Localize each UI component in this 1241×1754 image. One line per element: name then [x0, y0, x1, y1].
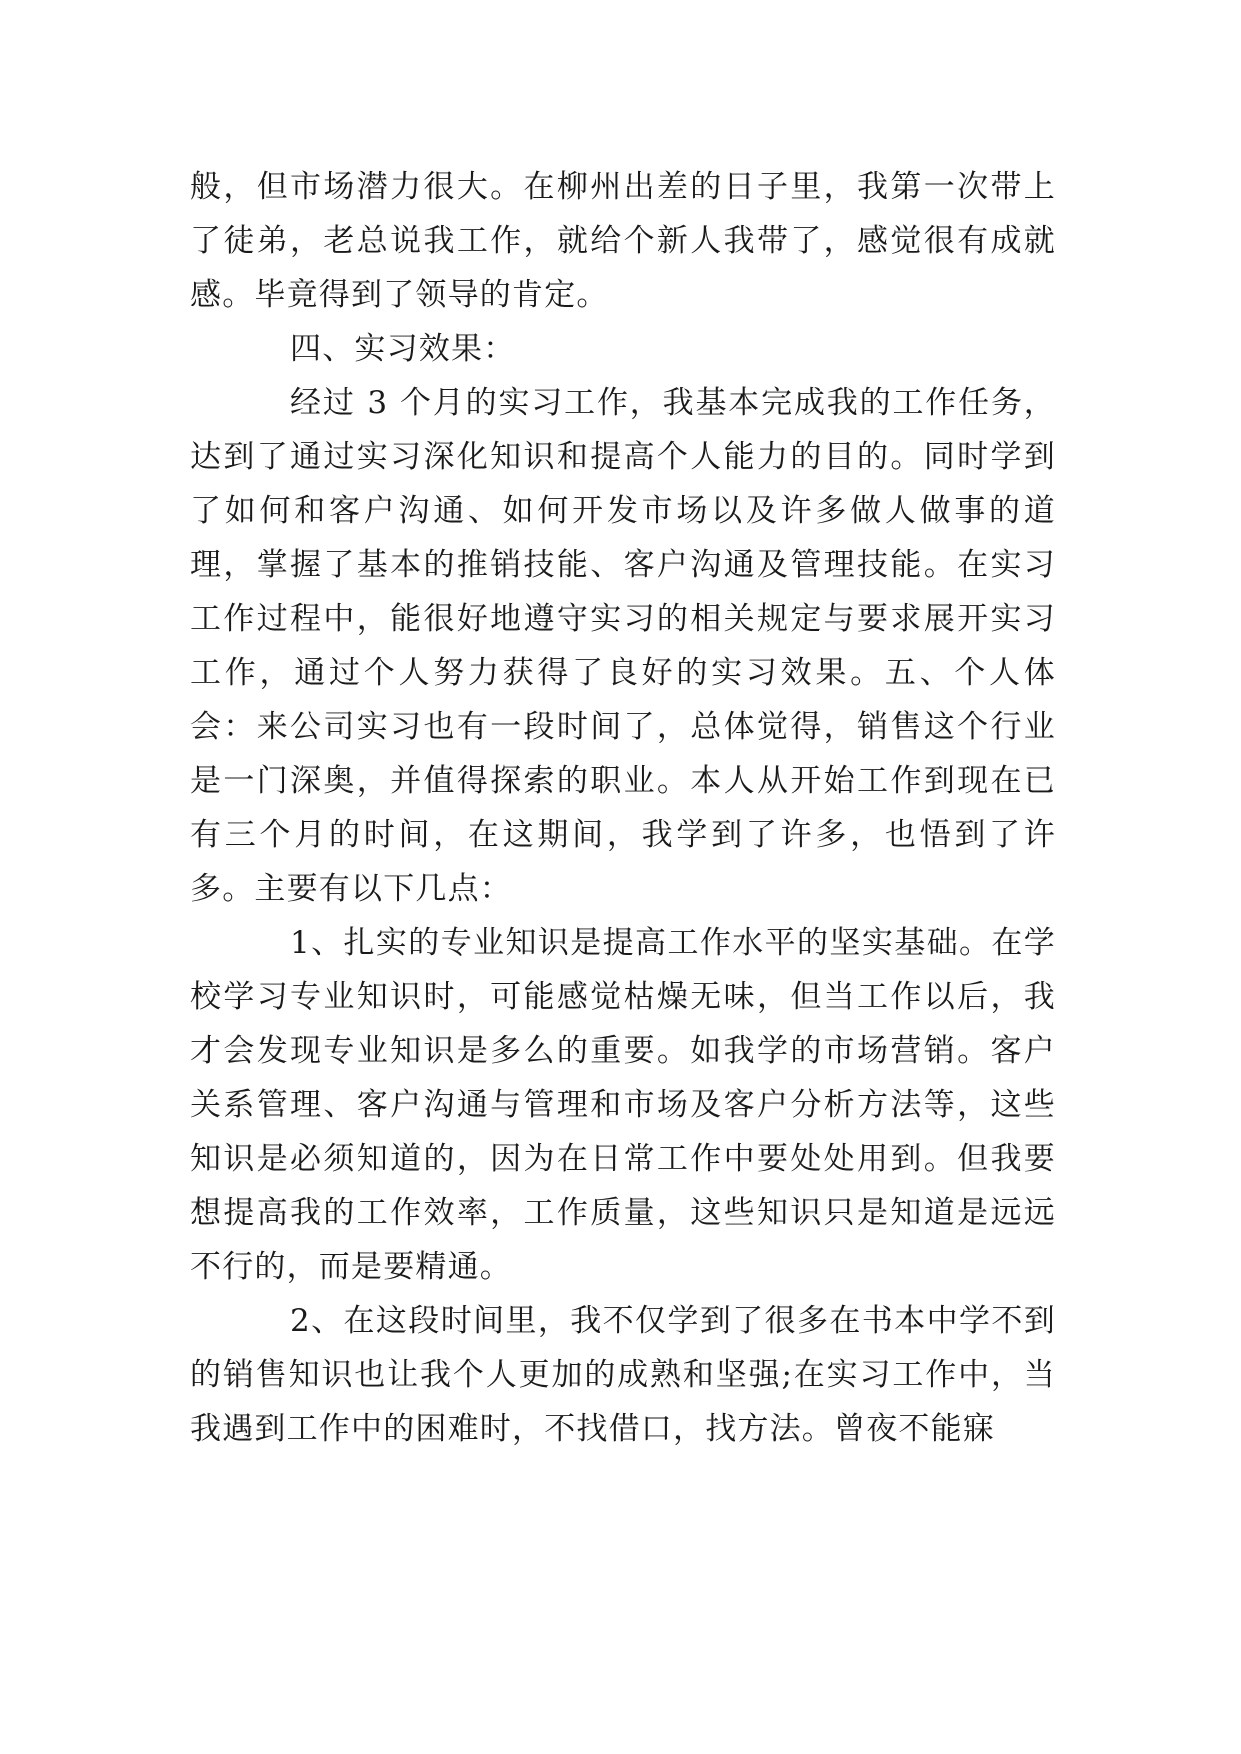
- document-body: [190, 160, 1056, 1456]
- section-heading-internship-results: 四、实习效果：: [290, 331, 516, 367]
- paragraph-point-2: 2、在这段时间里，我不仅学到了很多在书本中学不到的销售知识也让我个人更加的成熟和坚强;在实习工作中，当我遇到工作中的困难时，不找借口，找方法。曾夜不能寐: [190, 1303, 1056, 1447]
- paragraph-internship-results: 经过 3 个月的实习工作，我基本完成我的工作任务，达到了通过实习深化知识和提高个人能力的目的。同时学到了如何和客户沟通、如何开发市场以及许多做人做事的道理，掌握了基本的推销技能、客户沟通及管理技能。在实习工作过程中，能很好地遵守实习的相关规定与要求展开实习工作，通过个人努力获得了良好的实习效果。五、个人体会：来公司实习也有一段时间了，总体觉得，销售这个行业是一门深奥，并值得探索的职业。本人从开始工作到现在已有三个月的时间，在这期间，我学到了许多，也悟到了许多。主要有以下几点：: [190, 385, 1056, 907]
- paragraph-point-1: 1、扎实的专业知识是提高工作水平的坚实基础。在学校学习专业知识时，可能感觉枯燥无味，但当工作以后，我才会发现专业知识是多么的重要。如我学的市场营销。客户关系管理、客户沟通与管理和市场及客户分析方法等，这些知识是必须知道的，因为在日常工作中要处处用到。但我要想提高我的工作效率，工作质量，这些知识只是知道是远远不行的，而是要精通。: [190, 925, 1056, 1285]
- paragraph-continuation: 般，但市场潜力很大。在柳州出差的日子里，我第一次带上了徒弟，老总说我工作，就给个新人我带了，感觉很有成就感。毕竟得到了领导的肯定。: [190, 169, 1056, 313]
